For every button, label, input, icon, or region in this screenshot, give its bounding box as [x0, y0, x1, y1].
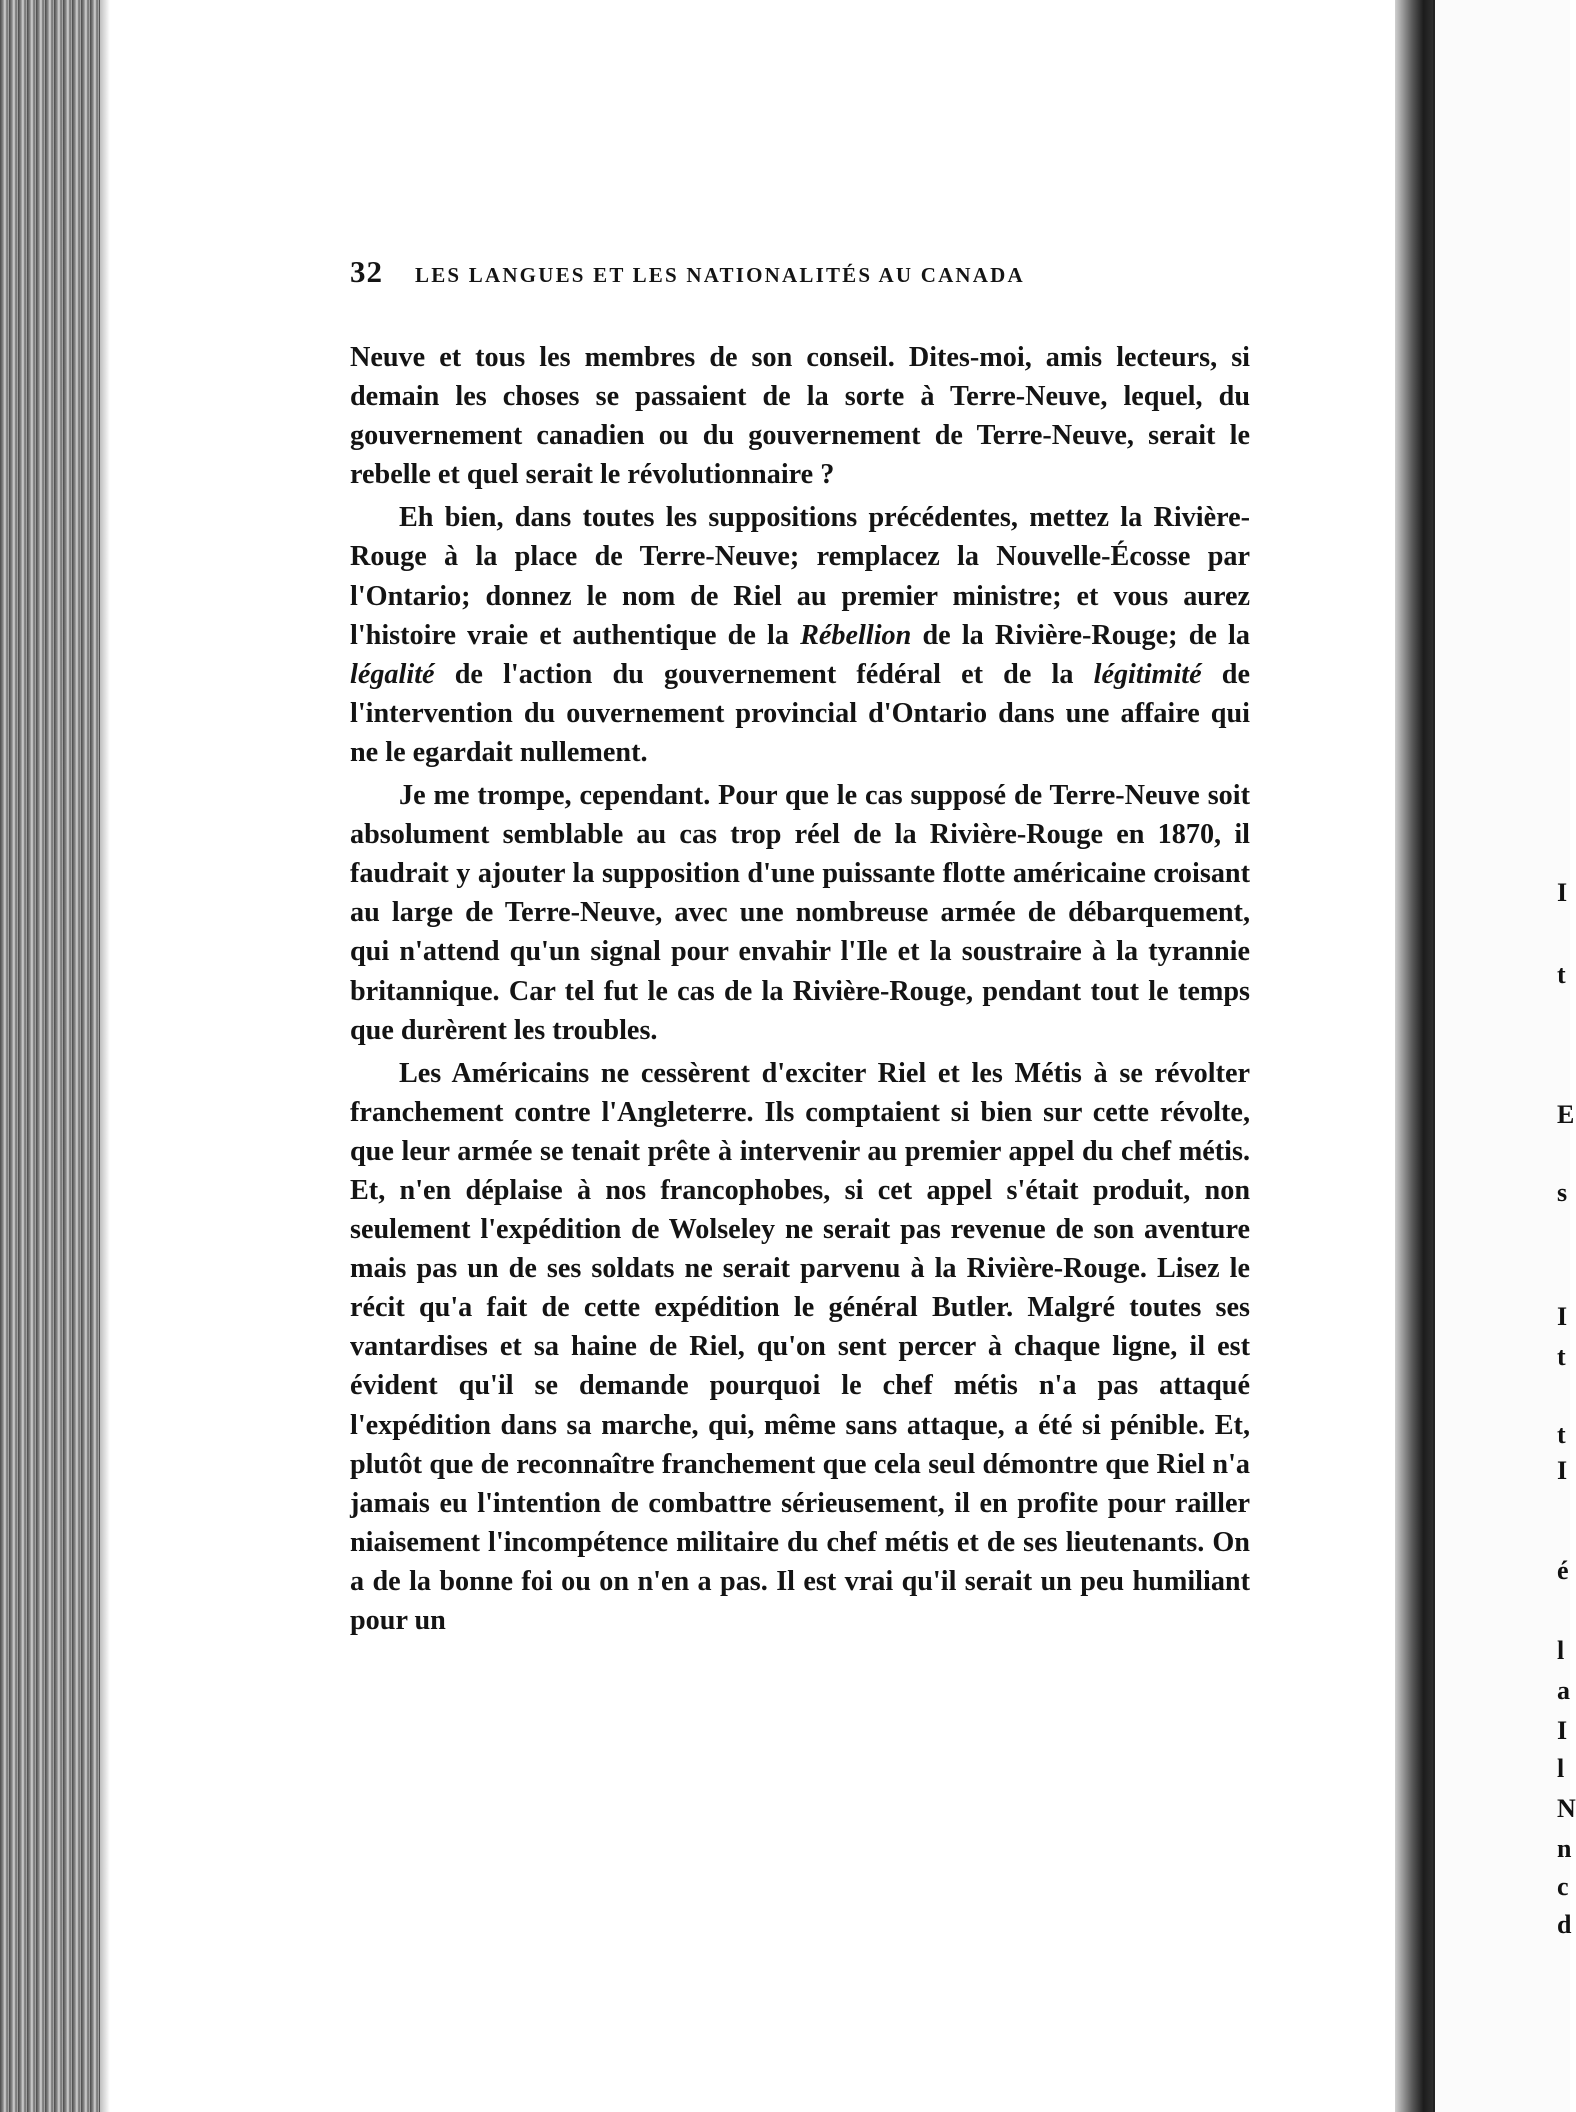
facing-page-fragment: c [1557, 1872, 1569, 1901]
facing-page-fragment: l [1557, 1754, 1565, 1783]
facing-page [1433, 0, 1576, 2112]
running-title: LES LANGUES ET LES NATIONALITÉS AU CANADA [415, 263, 1025, 287]
facing-page-fragment: a [1557, 1676, 1570, 1705]
paragraph: Neuve et tous les membres de son conseil. Dites-moi, amis lecteurs, si demain les choses se passaient de la sorte à Terre-Neuve, lequel, du gouvernement canadien ou du gouvernement de Terre-Neuve, serait le rebelle et quel serait le révolutionnaire ? [350, 342, 1250, 491]
paragraph-text: de l'action du gouvernement fédéral et de la [434, 658, 1094, 690]
page-edges [0, 0, 100, 2112]
paragraph [350, 498, 1250, 772]
facing-page-fragment: I [1557, 1716, 1568, 1745]
italic-term: Rébellion [800, 619, 912, 651]
paragraph-text: Eh bien, dans toutes les suppositions précédentes, mettez la Rivière-Rouge à la place de Terre-Neuve; remplacez la Nouvelle-Écosse par l'Ontario; donnez le nom de Riel au premier ministre; et vous aurez l'histoire vraie et authentique de la [350, 502, 1250, 651]
facing-page-fragment: I [1557, 1302, 1568, 1331]
facing-page-fragment: I [1557, 1456, 1568, 1485]
facing-page-fragment: n [1557, 1834, 1572, 1863]
page-number: 32 [350, 254, 383, 289]
page-header [350, 254, 1250, 294]
italic-term: légitimité [1093, 658, 1202, 690]
facing-page-fragment: t [1557, 960, 1566, 989]
facing-page-fragment: N [1557, 1794, 1576, 1823]
paragraph: Les Américains ne cessèrent d'exciter Riel et les Métis à se révolter franchement contre l'Angleterre. Ils comptaient si bien sur cette révolte, que leur armée se tenait prête à intervenir au premier appel du chef métis. Et, n'en déplaise à nos francophobes, si cet appel s'était produit, non seulement l'expédition de Wolseley ne serait pas revenue de son aventure mais pas un de ses soldats ne serait parvenu à la Rivière-Rouge. Lisez le récit qu'a fait de cette expédition le général Butler. Malgré toutes ses vantardises et sa haine de Riel, qu'on sent percer à chaque ligne, il est évident qu'il se demande pourquoi le chef métis n'a pas attaqué l'expédition dans sa marche, qui, même sans attaque, a été si pénible. Et, plutôt que de reconnaître franchement que cela seul démontre que Riel n'a jamais eu l'intention de combattre sérieusement, il en profite pour railler niaisement l'incompétence militaire du chef métis et de ses lieutenants. On a de la bonne foi ou on n'en a pas. Il est vrai qu'il serait un peu humiliant pour un [350, 1057, 1250, 1636]
facing-page-fragment: E [1557, 1100, 1575, 1129]
paragraph: Je me trompe, cependant. Pour que le cas supposé de Terre-Neuve soit absolument semblable au cas trop réel de la Rivière-Rouge en 1870, il faudrait y ajouter la supposition d'une puissante flotte américaine croisant au large de Terre-Neuve, avec une nombreuse armée de débarquement, qui n'attend qu'un signal pour envahir l'Ile et la soustraire à la tyrannie britannique. Car tel fut le cas de la Rivière-Rouge, pendant tout le temps que durèrent les troubles. [350, 780, 1250, 1046]
paragraph-text: de l'intervention du ouvernement provincial d'Ontario dans une affaire qui ne le egardait nullement. [350, 658, 1250, 768]
facing-page-fragment: t [1557, 1420, 1566, 1449]
facing-page-fragment: s [1557, 1178, 1568, 1207]
binding-gutter [1395, 0, 1433, 2112]
facing-page-fragment: d [1557, 1910, 1572, 1939]
body-text [350, 338, 1250, 1644]
facing-page-fragment: I [1557, 878, 1568, 907]
facing-page-fragment: é [1557, 1556, 1569, 1585]
facing-page-fragment: l [1557, 1636, 1565, 1665]
italic-term: légalité [350, 658, 435, 690]
facing-page-fragment: t [1557, 1342, 1566, 1371]
paragraph-text: de la Rivière-Rouge; de la [911, 619, 1250, 651]
